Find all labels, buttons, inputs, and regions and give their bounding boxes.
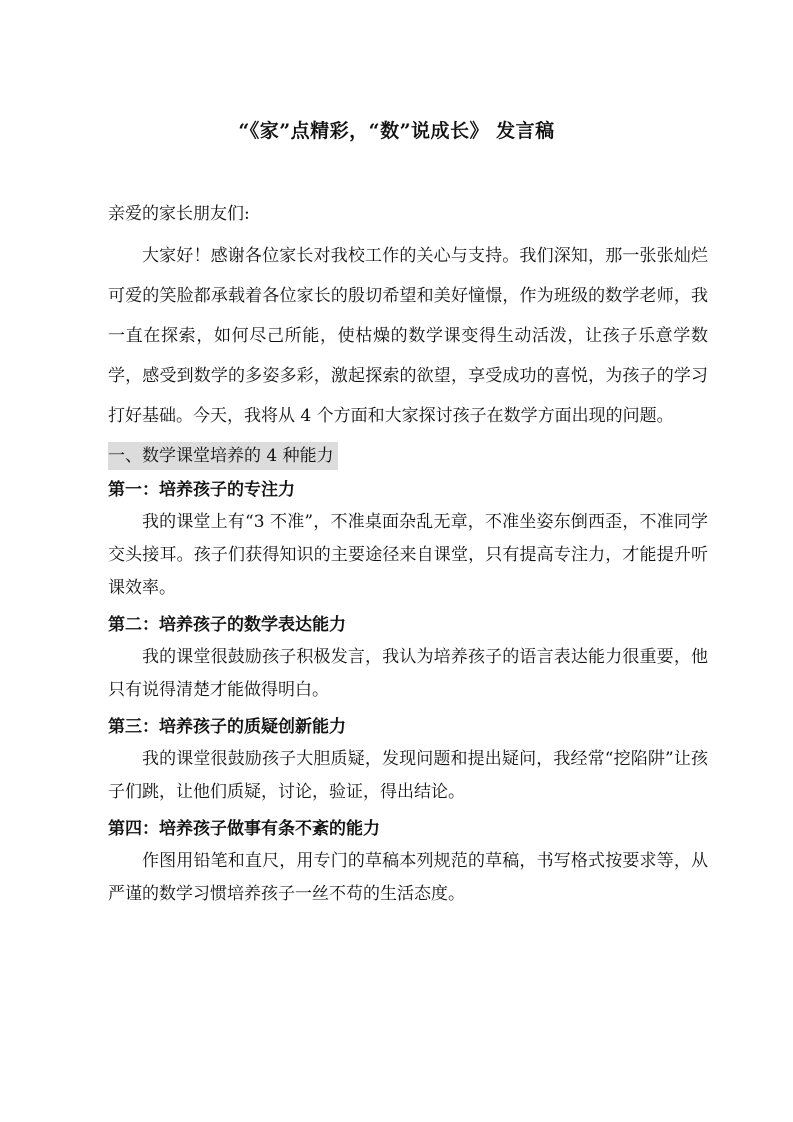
item-text-4: 作图用铅笔和直尺，用专门的草稿本列规范的草稿，书写格式按要求等，从严谨的数学习惯培养孩子一丝不苟的生活态度。: [108, 851, 708, 904]
item-text-1: 我的课堂上有“3 不准”，不准桌面杂乱无章，不准坐姿东倒西歪，不准同学交头接耳。孩子们获得知识的主要途径来自课堂，只有提高专注力，才能提升听课效率。: [108, 512, 708, 598]
salutation: 亲爱的家长朋友们:: [108, 204, 250, 224]
document-title: “《家”点精彩，“数”说成长》 发言稿: [238, 120, 555, 142]
item-text-3: 我的课堂很鼓励孩子大胆质疑，发现问题和提出疑问，我经常“挖陷阱”让孩子们跳，让他们质疑，讨论，验证，得出结论。: [108, 749, 708, 802]
intro-paragraph: 大家好！感谢各位家长对我校工作的关心与支持。我们深知，那一张张灿烂可爱的笑脸都承载着各位家长的殷切希望和美好憧憬，作为班级的数学老师，我一直在探索，如何尽己所能，使枯燥的数学课变得生动活泼，让孩子乐意学数学，感受到数学的多姿多彩，激起探索的欲望，享受成功的喜悦，为孩子的学习打好基础。今天，我将从 4 个方面和大家探讨孩子在数学方面出现的问题。: [108, 246, 708, 426]
item-heading-4: 第四：培养孩子做事有条不紊的能力: [108, 819, 380, 839]
item-text-2: 我的课堂很鼓励孩子积极发言，我认为培养孩子的语言表达能力很重要，他只有说得清楚才能做得明白。: [108, 647, 708, 700]
item-heading-2: 第二：培养孩子的数学表达能力: [108, 615, 346, 635]
section-heading-1: 一、数学课堂培养的 4 种能力: [108, 442, 338, 470]
item-heading-3: 第三：培养孩子的质疑创新能力: [108, 717, 346, 737]
item-heading-1: 第一：培养孩子的专注力: [108, 480, 295, 500]
document-body: [108, 202, 708, 911]
